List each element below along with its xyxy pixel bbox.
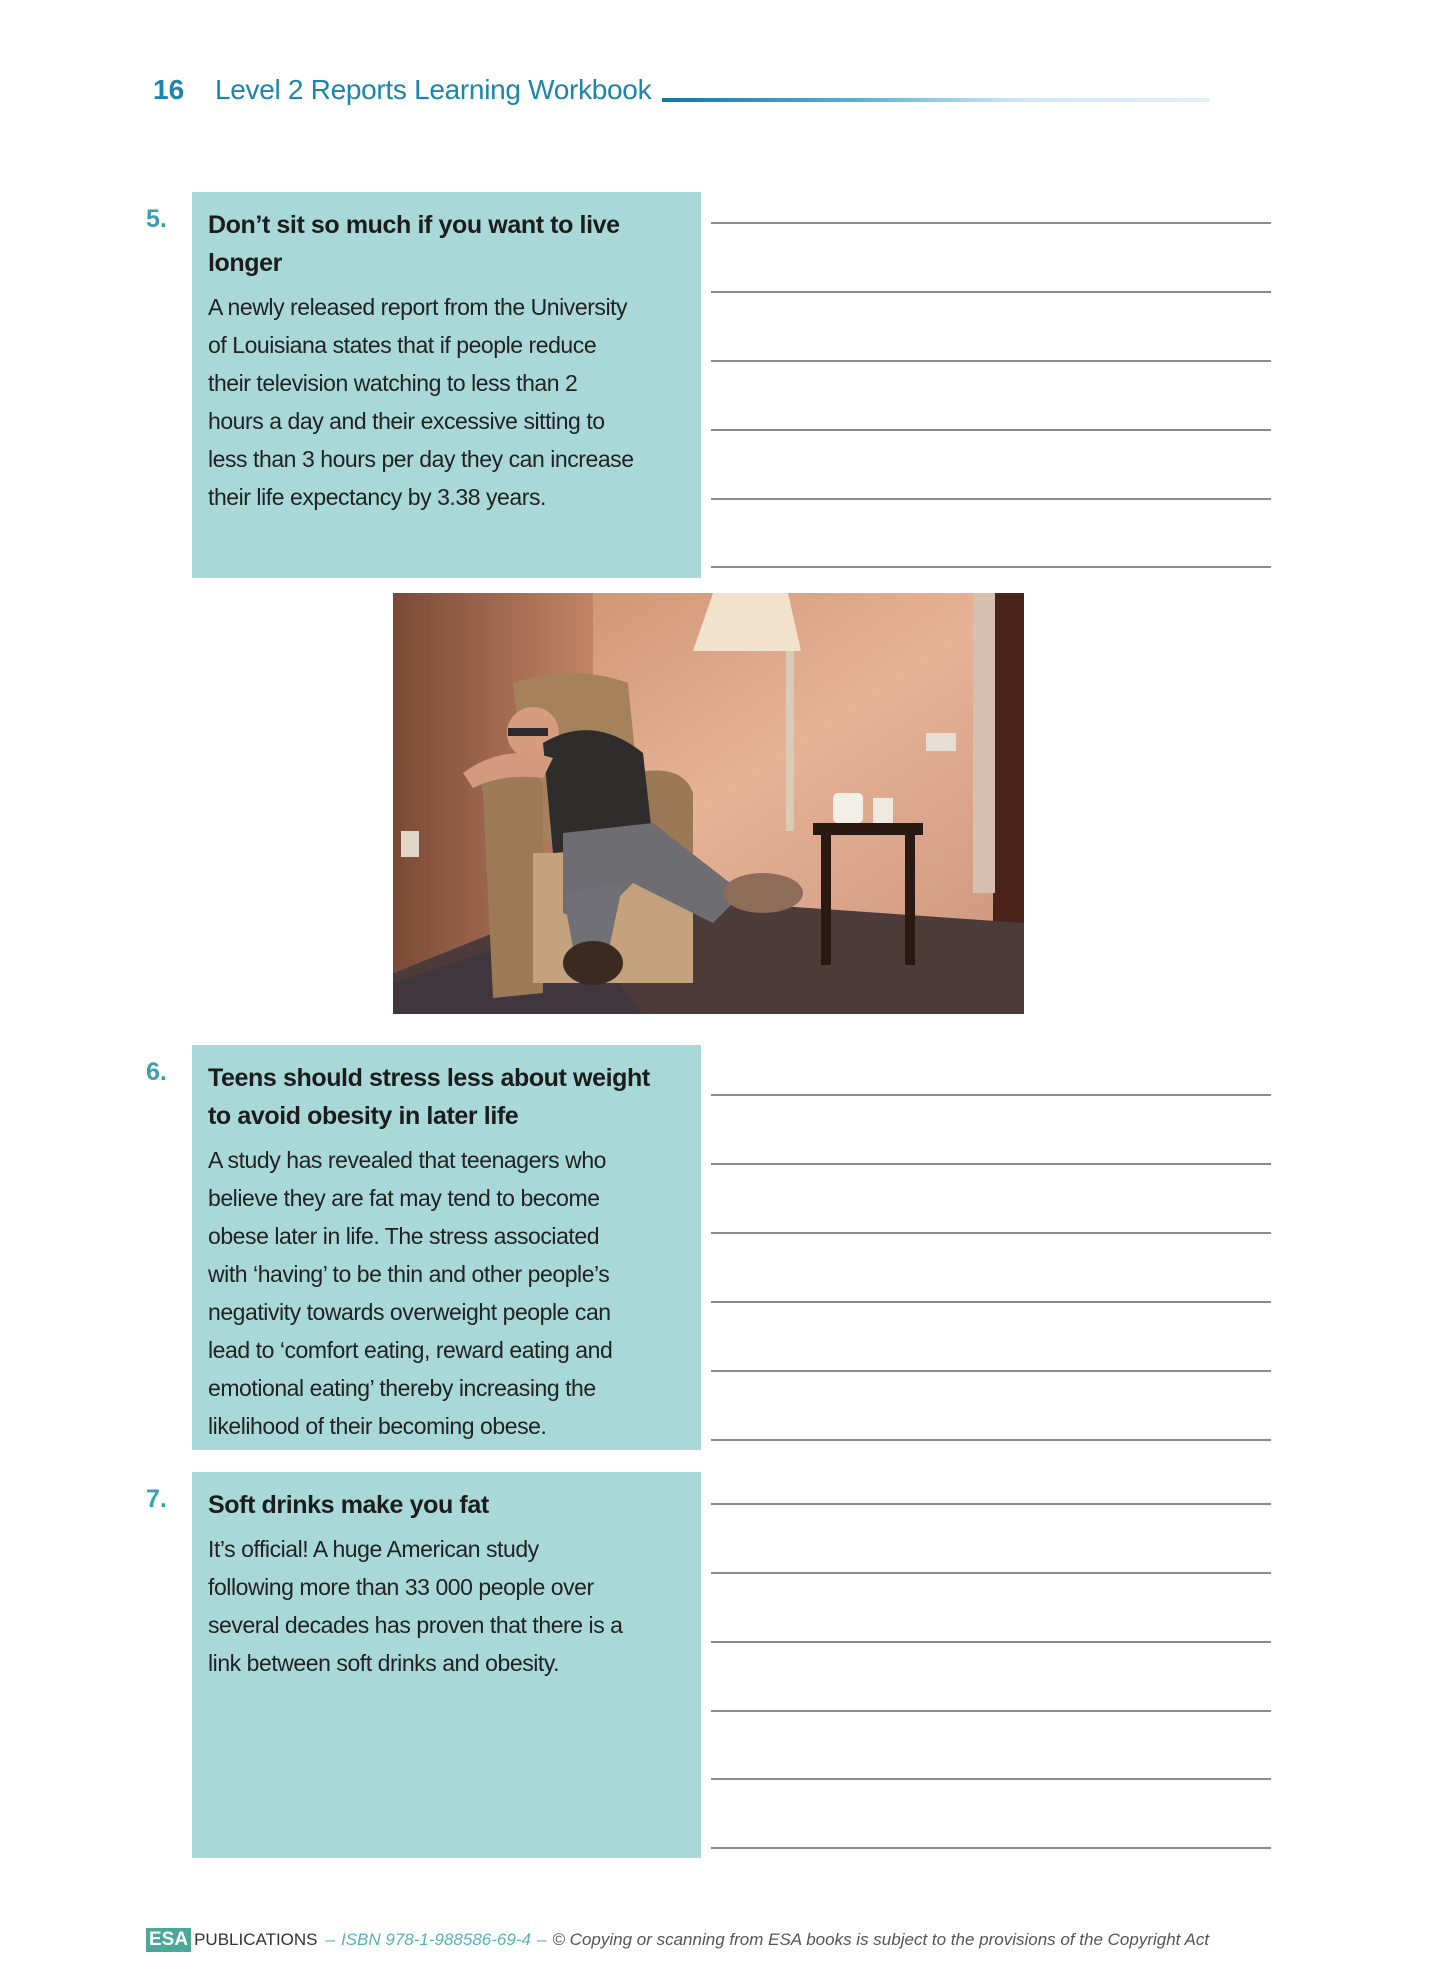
title-line: to avoid obesity in later life (208, 1102, 519, 1130)
writing-line[interactable] (711, 1641, 1271, 1643)
article-title (208, 206, 687, 282)
writing-line[interactable] (711, 566, 1271, 568)
esa-logo: ESA (146, 1928, 191, 1952)
writing-line[interactable] (711, 1572, 1271, 1574)
writing-line[interactable] (711, 1503, 1271, 1505)
writing-line[interactable] (711, 1710, 1271, 1712)
body-line: negativity towards overweight people can (208, 1299, 611, 1325)
title-line: Soft drinks make you fat (208, 1491, 489, 1519)
writing-line[interactable] (711, 429, 1271, 431)
title-line: Teens should stress less about weight (208, 1064, 650, 1092)
separator: – (536, 1930, 547, 1949)
writing-line[interactable] (711, 1370, 1271, 1372)
body-line: likelihood of their becoming obese. (208, 1413, 547, 1439)
article-box (192, 1472, 701, 1858)
body-line: It’s official! A huge American study (208, 1536, 539, 1562)
writing-line[interactable] (711, 291, 1271, 293)
writing-line[interactable] (711, 1232, 1271, 1234)
body-line: their life expectancy by 3.38 years. (208, 484, 546, 510)
body-line: lead to ‘comfort eating, reward eating and (208, 1337, 613, 1363)
article-title (208, 1486, 687, 1524)
body-line: believe they are fat may tend to become (208, 1185, 600, 1211)
writing-line[interactable] (711, 1778, 1271, 1780)
body-line: of Louisiana states that if people reduce (208, 332, 597, 358)
workbook-title: Level 2 Reports Learning Workbook (215, 74, 652, 105)
separator: – (325, 1930, 335, 1949)
writing-line[interactable] (711, 360, 1271, 362)
body-line: several decades has proven that there is a (208, 1612, 623, 1638)
photo-man-sleeping-in-armchair (393, 593, 1024, 1014)
question-number: 5. (146, 205, 167, 233)
body-line: following more than 33 000 people over (208, 1574, 594, 1600)
article-box (192, 192, 701, 578)
article-box (192, 1045, 701, 1450)
writing-line[interactable] (711, 1094, 1271, 1096)
body-line: A study has revealed that teenagers who (208, 1147, 606, 1173)
writing-line[interactable] (711, 1847, 1271, 1849)
article-title (208, 1059, 687, 1135)
question-number: 6. (146, 1058, 167, 1086)
body-line: A newly released report from the University (208, 294, 628, 320)
body-line: hours a day and their excessive sitting to (208, 408, 605, 434)
body-line: less than 3 hours per day they can increase (208, 446, 634, 472)
body-line: their television watching to less than 2 (208, 370, 578, 396)
writing-line[interactable] (711, 222, 1271, 224)
body-line: obese later in life. The stress associated (208, 1223, 600, 1249)
body-line: with ‘having’ to be thin and other people’s (208, 1261, 610, 1287)
body-line: emotional eating’ thereby increasing the (208, 1375, 596, 1401)
writing-line[interactable] (711, 498, 1271, 500)
isbn: ISBN 978-1-988586-69-4 (340, 1930, 531, 1949)
title-line: longer (208, 249, 282, 277)
publisher-name: PUBLICATIONS (194, 1930, 318, 1949)
writing-line[interactable] (711, 1163, 1271, 1165)
title-line: Don’t sit so much if you want to live (208, 211, 620, 239)
header-rule (662, 98, 1210, 102)
footer (146, 1928, 1209, 1952)
copyright-notice: © Copying or scanning from ESA books is subject to the provisions of the Copyright Act (552, 1930, 1210, 1949)
writing-line[interactable] (711, 1439, 1271, 1441)
writing-line[interactable] (711, 1301, 1271, 1303)
page-number: 16 (153, 74, 185, 105)
body-line: link between soft drinks and obesity. (208, 1650, 560, 1676)
question-number: 7. (146, 1485, 167, 1513)
